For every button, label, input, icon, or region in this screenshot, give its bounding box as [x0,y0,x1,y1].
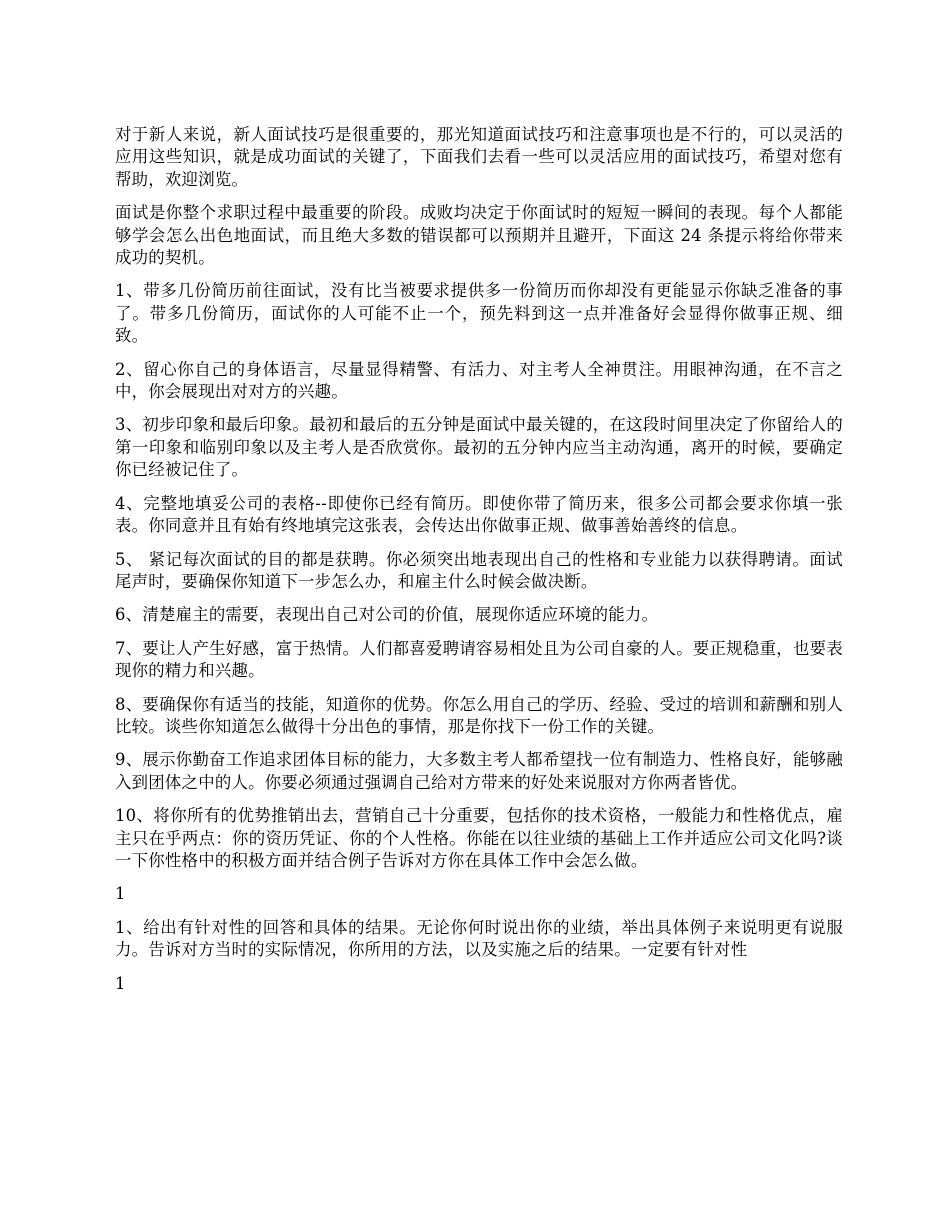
intro-paragraph: 对于新人来说，新人面试技巧是很重要的，那光知道面试技巧和注意事项也是不行的，可以灵活的应用这些知识，就是成功面试的关键了，下面我们去看一些可以灵活应用的面试技巧，希望对您有帮助，欢迎浏览。 [115,125,843,189]
section-number: 1 [115,884,126,904]
section-number: 1 [115,973,126,993]
tip-7-paragraph: 7、要让人产生好感，富于热情。人们都喜爱聘请容易相处且为公司自豪的人。要正规稳重，也要表现你的精力和兴趣。 [115,638,843,681]
tip-8-paragraph: 8、要确保你有适当的技能，知道你的优势。你怎么用自己的学历、经验、受过的培训和薪酬和别人比较。谈些你知道怎么做得十分出色的事情，那是你找下一份工作的关键。 [115,694,843,736]
tip-9-paragraph: 9、展示你勤奋工作追求团体目标的能力，大多数主考人都希望找一位有制造力、性格良好，能够融入到团体之中的人。你要必须通过强调自己给对方带来的好处来说服对方你两者皆优。 [115,750,843,792]
document-page [115,124,843,1006]
tip-2-paragraph: 2、留心你自己的身体语言，尽量显得精警、有活力、对主考人全神贯注。用眼神沟通，在不言之中，你会展现出对对方的兴趣。 [115,359,843,402]
tip-6-paragraph: 6、清楚雇主的需要，表现出自己对公司的价值，展现你适应环境的能力。 [115,605,659,625]
overview-paragraph: 面试是你整个求职过程中最重要的阶段。成败均决定于你面试时的短短一瞬间的表现。每个人都能够学会怎么出色地面试，而且绝大多数的错误都可以预期并且避开，下面这 24 条提示将给你带来成功的契机。 [115,203,843,268]
tip-5-paragraph: 5、 紧记每次面试的目的都是获聘。你必须突出地表现出自己的性格和专业能力以获得聘请。面试尾声时，要确保你知道下一步怎么办，和雇主什么时候会做决断。 [115,549,843,591]
tip-1-paragraph: 1、带多几份简历前往面试，没有比当被要求提供多一份简历而你却没有更能显示你缺乏准备的事了。带多几份简历，面试你的人可能不止一个，预先料到这一点并准备好会显得你做事正规、细致。 [115,281,843,346]
tip-answer-paragraph: 1、给出有针对性的回答和具体的结果。无论你何时说出你的业绩，举出具体例子来说明更有说服力。告诉对方当时的实际情况，你所用的方法，以及实施之后的结果。一定要有针对性 [115,917,843,960]
tip-3-paragraph: 3、初步印象和最后印象。最初和最后的五分钟是面试中最关键的，在这段时间里决定了你留给人的第一印象和临别印象以及主考人是否欣赏你。最初的五分钟内应当主动沟通，离开的时候，要确定你已经被记住了。 [115,415,843,480]
tip-10-paragraph: 10、将你所有的优势推销出去，营销自己十分重要，包括你的技术资格，一般能力和性格优点，雇主只在乎两点：你的资历凭证、你的个人性格。你能在以往业绩的基础上工作并适应公司文化吗?谈一下你性格中的积极方面并结合例子告诉对方你在具体工作中会怎么做。 [115,806,843,870]
tip-4-paragraph: 4、完整地填妥公司的表格--即使你已经有简历。即使你带了简历来，很多公司都会要求你填一张表。你同意并且有始有终地填完这张表，会传达出你做事正规、做事善始善终的信息。 [115,493,843,536]
